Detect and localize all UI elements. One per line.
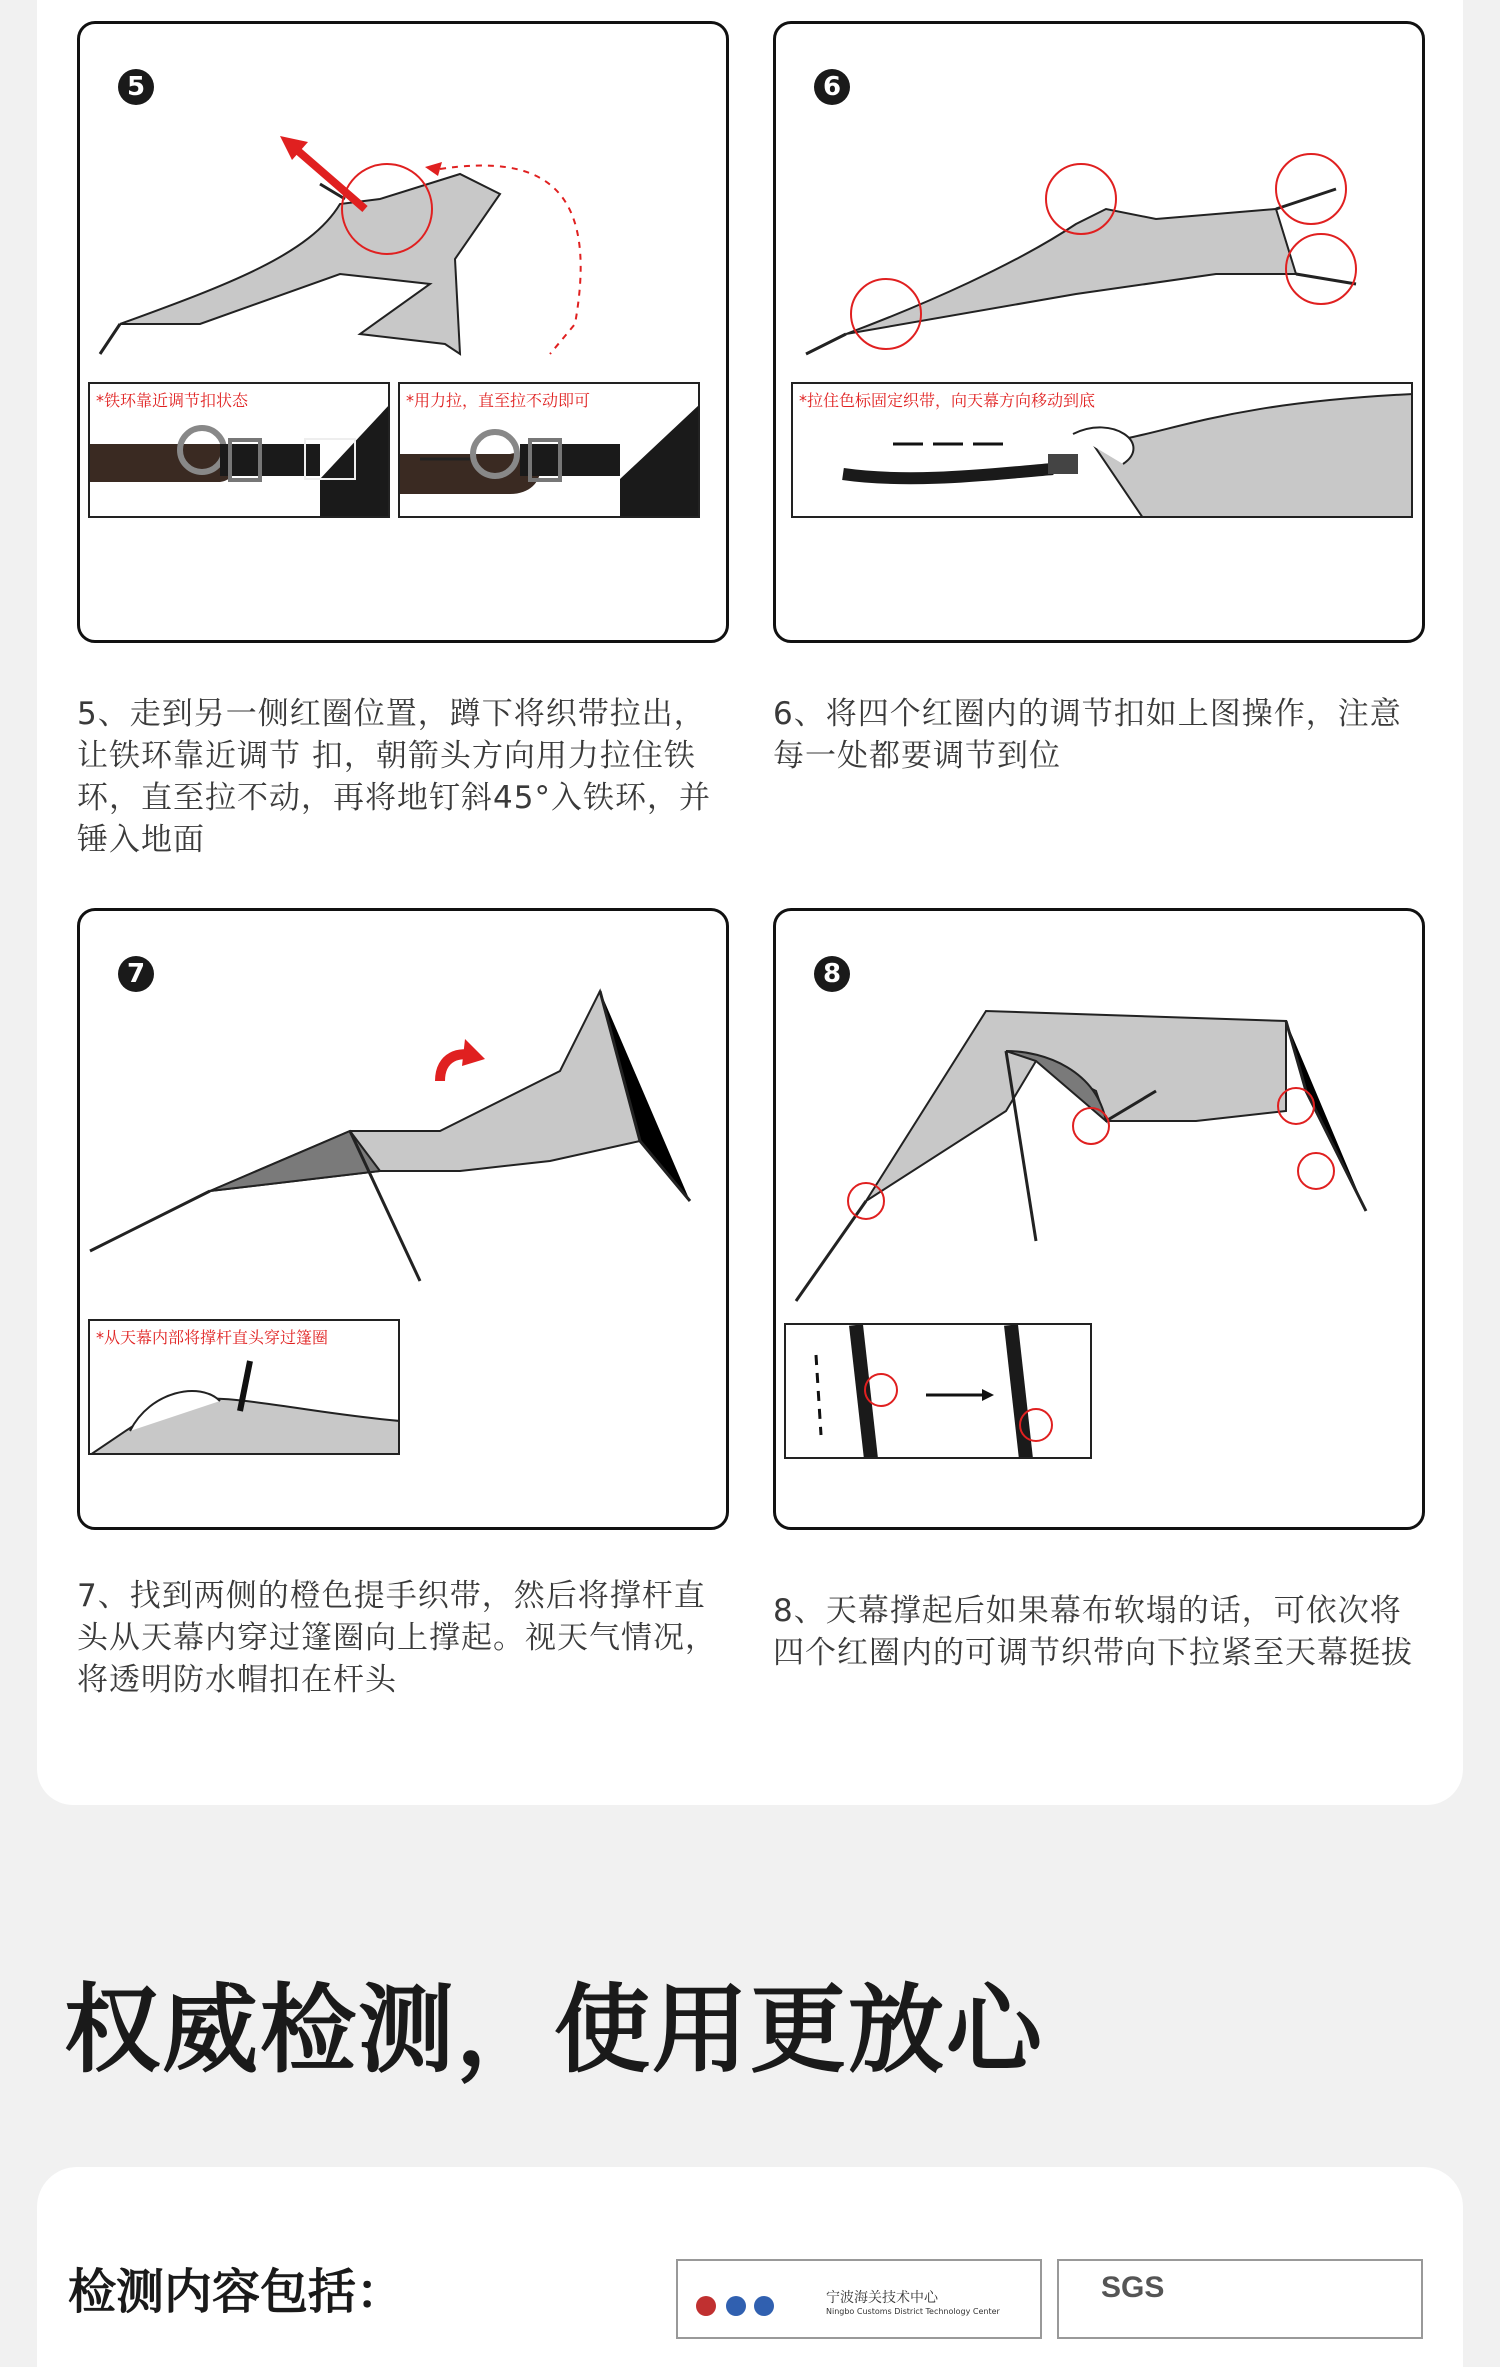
step-5-inset-b-caption: *用力拉，直至拉不动即可 [406, 391, 591, 410]
certificate-ningbo-customs [676, 2259, 1042, 2339]
certificate-sgs [1057, 2259, 1423, 2339]
step-5-badge: 5 [118, 69, 154, 105]
section-headline: 权威检测，使用更放心 [64, 1974, 1044, 2086]
step-5-illustration [77, 21, 729, 643]
step-6-inset [791, 382, 1413, 518]
step-7-inset-caption: *从天幕内部将撑杆直头穿过篷圈 [96, 1328, 329, 1347]
step-5-inset-a-caption: *铁环靠近调节扣状态 [96, 391, 249, 410]
step-6-illustration [773, 21, 1425, 643]
step-7-badge: 7 [118, 956, 154, 992]
step-6-description: 6、将四个红圈内的调节扣如上图操作，注意每一处都要调节到位 [773, 696, 1402, 774]
step-5-inset-b [398, 382, 700, 518]
sgs-logo: SGS [1101, 2271, 1165, 2304]
step-8-description: 8、天幕撑起后如果幕布软塌的话，可依次将四个红圈内的可调节织带向下拉紧至天幕挺拔 [773, 1593, 1413, 1671]
step-5-inset-a [88, 382, 390, 518]
certificate-org-name-en: Ningbo Customs District Technology Center [826, 2307, 1000, 2316]
step-5-description: 5、走到另一侧红圈位置，蹲下将织带拉出，让铁环靠近调节 扣，朝箭头方向用力拉住铁环，直至拉不动，再将地钉斜45°入铁环，并锤入地面 [77, 696, 711, 858]
certification-logos-icon [692, 2291, 792, 2331]
step-7-inset [88, 1319, 400, 1455]
step-7-illustration [77, 908, 729, 1530]
certificate-org-name: 宁波海关技术中心 [826, 2290, 938, 2306]
step-7-description: 7、找到两侧的橙色提手织带，然后将撑杆直头从天幕内穿过篷圈向上撑起。视天气情况，将透明防水帽扣在杆头 [77, 1578, 717, 1698]
step-8-inset [784, 1323, 1092, 1459]
step-6-inset-caption: *拉住色标固定织带，向天幕方向移动到底 [799, 391, 1096, 410]
step-8-badge: 8 [814, 956, 850, 992]
testing-content-label: 检测内容包括： [68, 2264, 405, 2320]
step-8-illustration [773, 908, 1425, 1530]
step-6-badge: 6 [814, 69, 850, 105]
